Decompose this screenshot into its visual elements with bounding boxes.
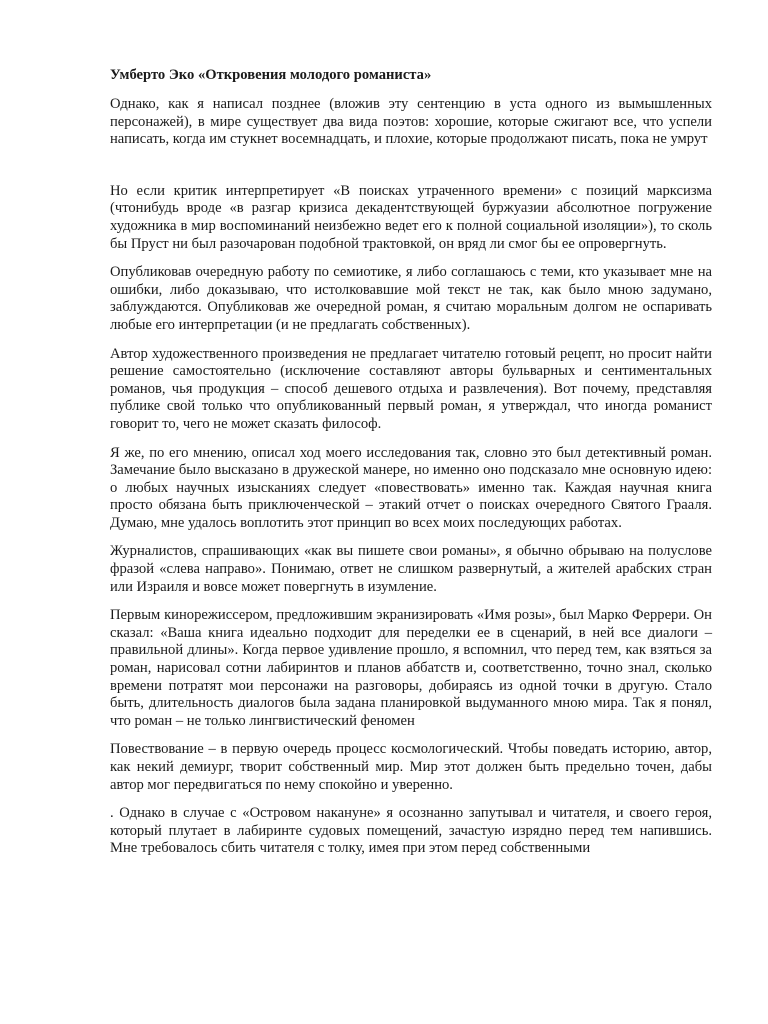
paragraph-detective-novel: Я же, по его мнению, описал ход моего исследования так, словно это был детективный роман. Замечание было высказано в дружеской манере, но именно оно подсказало мне основную идею: о любых научных изысканиях следует «повествовать» именно так. Каждая научная книга просто обязана быть приключенческой – этакий отчет о поисках очередного Святого Грааля. Думаю, мне удалось воплотить этот принцип во всех моих последующих работах. (110, 444, 712, 531)
paragraph-film-director: Первым кинорежиссером, предложившим экранизировать «Имя розы», был Марко Феррери. Он сказал: «Ваша книга идеально подходит для переделки ее в сценарий, в ней все диалоги – правильной длины». Когда первое удивление прошло, я вспомнил, что перед тем, как взяться за роман, нарисовал сотни лабиринтов и планов аббатств и, соответственно, точно знал, сколько времени потратят мои персонажи на разговоры, добираясь из одной точки в другую. Стало быть, длительность диалогов была задана планировкой выдуманного мною мира. Так я понял, что роман – не только лингвистический феномен (110, 607, 712, 729)
paragraph-author-recipe: Автор художественного произведения не предлагает читателю готовый рецепт, но просит найти решение самостоятельно (исключение составляют авторы бульварных и сентиментальных романов, чья продукция – способ дешевого отдыха и развлечения). Вот почему, представляя публике свой только что опубликованный первый роман, я утверждал, что иногда романист говорит то, чего не может сказать философ. (110, 345, 712, 432)
document-body (110, 66, 712, 869)
paragraph-critic-proust: Но если критик интерпретирует «В поисках утраченного времени» с позиций марксизма (чтонибудь вроде «в разгар кризиса декадентствующей буржуазии абсолютное погружение художника в мир воспоминаний неизбежно ведет его к полной социальной изоляции»), то сколь бы Пруст ни был разочарован подобной трактовкой, он вряд ли смог бы ее опровергнуть. (110, 182, 712, 252)
paragraph-journalists: Журналистов, спрашивающих «как вы пишете свои романы», я обычно обрываю на полуслове фразой «слева направо». Понимаю, ответ не слишком развернутый, а жителей арабских стран или Израиля и вовсе может повергнуть в изумление. (110, 543, 712, 595)
document-title: Умберто Эко «Откровения молодого романиста» (110, 67, 432, 83)
paragraph-narration-cosmology: Повествование – в первую очередь процесс космологический. Чтобы поведать историю, автор, как некий демиург, творит собственный мир. Мир этот должен быть предельно точен, дабы автор мог передвигаться по нему спокойно и уверенно. (110, 741, 712, 793)
paragraph-two-kinds-of-poets: Однако, как я написал позднее (вложив эту сентенцию в уста одного из вымышленных персонажей), в мире существует два вида поэтов: хорошие, которые сжигают все, что успели написать, когда им стукнет восемнадцать, и плохие, которые продолжают писать, пока не умрут (110, 96, 712, 148)
paragraph-semiotics-work: Опубликовав очередную работу по семиотике, я либо соглашаюсь с теми, кто указывает мне на ошибки, либо доказываю, что истолковавшие мой текст не так, как было мною задумано, заблуждаются. Опубликовав же очередной роман, я считаю моральным долгом не оспаривать любые его интерпретации (и не предлагать собственных). (110, 264, 712, 333)
paragraph-island-before: . Однако в случае с «Островом накануне» я осознанно запутывал и читателя, и своего героя, который плутает в лабиринте судовых помещений, зачастую изрядно перед тем напившись. Мне требовалось сбить читателя с толку, имея при этом перед собственными (110, 805, 712, 857)
